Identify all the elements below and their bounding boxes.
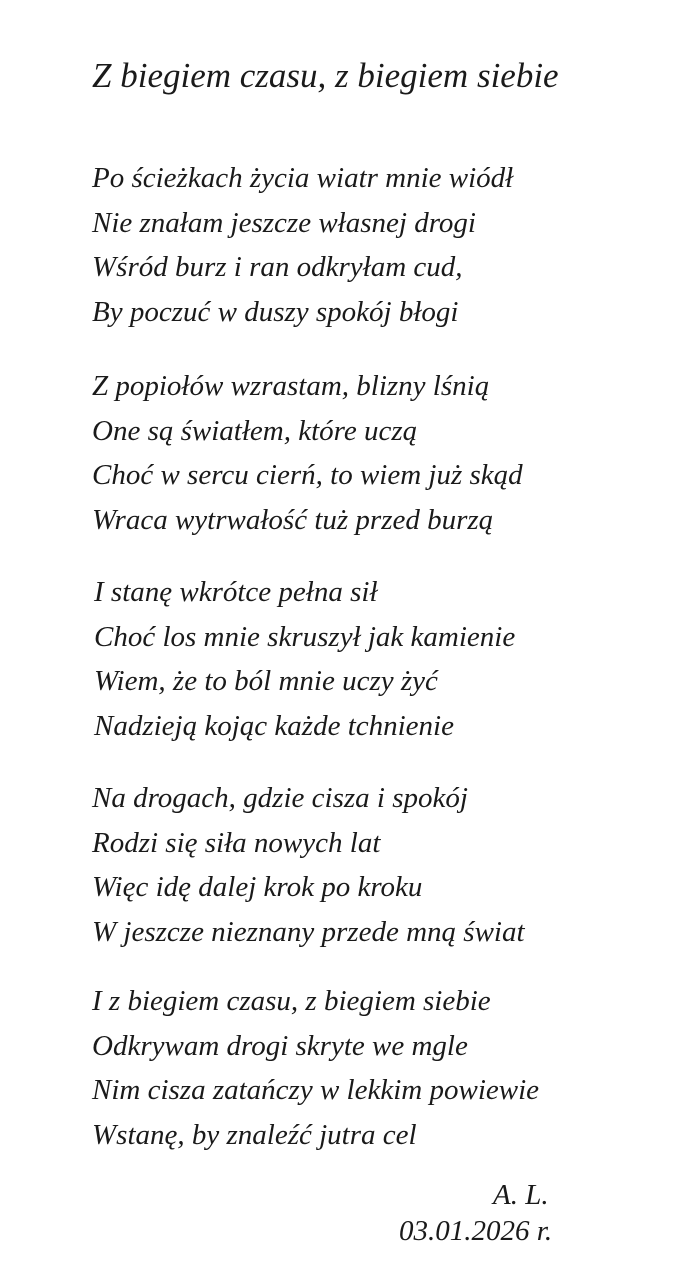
poem-line: One są światłem, które uczą	[92, 414, 418, 447]
stanza-3	[92, 570, 515, 748]
poem-line: Więc idę dalej krok po kroku	[92, 871, 423, 903]
poem-date: 03.01.2026 r.	[399, 1215, 553, 1247]
poem-line: Odkrywam drogi skryte we mgle	[92, 1029, 468, 1062]
poem-line: W jeszcze nieznany przede mną świat	[92, 915, 525, 948]
poem-line: Wstanę, by znaleźć jutra cel	[92, 1118, 417, 1151]
stanza-4	[92, 776, 525, 954]
poem-line: Rodzi się siła nowych lat	[92, 826, 381, 859]
author-initials: A. L.	[493, 1179, 549, 1211]
poem-line: I z biegiem czasu, z biegiem siebie	[92, 985, 491, 1017]
poem-line: Choć los mnie skruszył jak kamienie	[94, 620, 516, 653]
poem-title: Z biegiem czasu, z biegiem siebie	[92, 56, 559, 95]
poem-line: By poczuć w duszy spokój błogi	[92, 295, 459, 328]
poem-line: Nie znałam jeszcze własnej drogi	[92, 206, 476, 239]
poem-line: Z popiołów wzrastam, blizny lśnią	[92, 370, 490, 402]
poem-line: Choć w sercu cierń, to wiem już skąd	[92, 459, 523, 491]
poem-line: Nadzieją kojąc każde tchnienie	[94, 709, 454, 742]
poem-line: I stanę wkrótce pełna sił	[94, 576, 378, 608]
stanza-1	[92, 156, 513, 334]
poem-line: Po ścieżkach życia wiatr mnie wiódł	[92, 162, 514, 194]
poem-line: Nim cisza zatańczy w lekkim powiewie	[92, 1074, 540, 1106]
poem-line: Wiem, że to ból mnie uczy żyć	[94, 665, 438, 697]
poem-line: Wśród burz i ran odkryłam cud,	[92, 251, 463, 283]
poem-line: Wraca wytrwałość tuż przed burzą	[92, 503, 494, 536]
stanza-2	[92, 364, 523, 542]
stanza-5	[92, 979, 539, 1157]
poem-line: Na drogach, gdzie cisza i spokój	[92, 782, 468, 814]
